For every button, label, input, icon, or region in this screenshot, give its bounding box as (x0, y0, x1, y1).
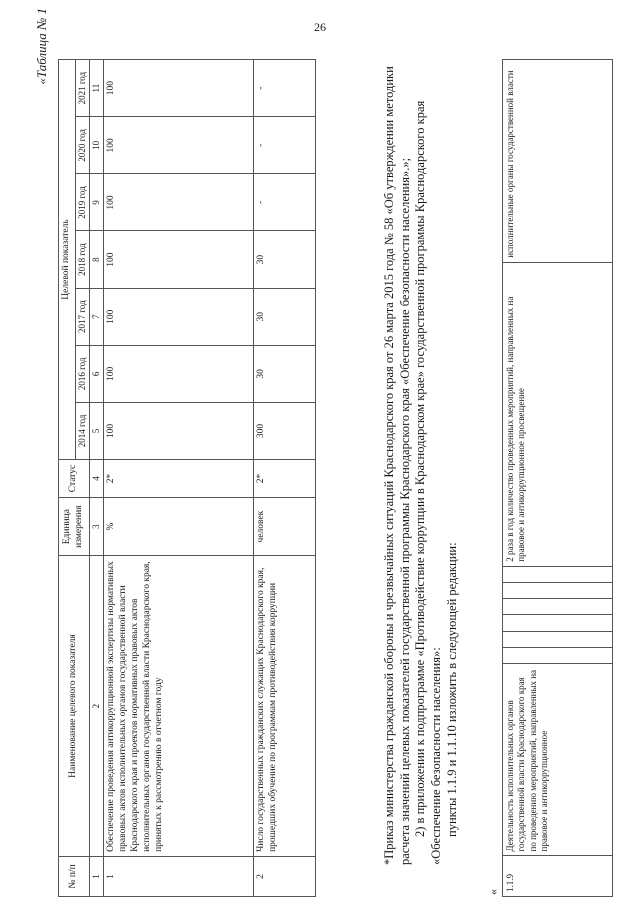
year-header: 2019 год (75, 174, 89, 231)
row-value: - (254, 174, 316, 231)
sub-num: 1.1.9 (503, 856, 613, 897)
row-name: Число государственных гражданских служащих Краснодарского края, прошедших обучение по программам противодействия коррупции (254, 556, 316, 857)
row-num: 1 (104, 856, 254, 896)
notes-section (382, 35, 460, 865)
index-cell: 1 (90, 856, 104, 896)
row-value: 100 (104, 231, 254, 288)
subprogram-table (502, 59, 613, 897)
col-header-unit: Единица измерения (59, 498, 90, 556)
row-unit: % (104, 498, 254, 556)
year-header: 2020 год (75, 117, 89, 174)
table-row (503, 60, 613, 897)
row-num: 2 (254, 856, 316, 896)
row-value: 30 (254, 288, 316, 345)
index-cell: 6 (90, 345, 104, 402)
row-value: 100 (104, 60, 254, 117)
row-value: 100 (104, 117, 254, 174)
empty-cell (503, 631, 613, 647)
header-row (59, 60, 76, 897)
index-cell: 8 (90, 231, 104, 288)
row-value: 100 (104, 174, 254, 231)
paragraph-3: пункты 1.1.9 и 1.1.10 изложить в следующей редакции: (444, 542, 459, 837)
table-row (104, 60, 254, 897)
empty-cell (503, 615, 613, 631)
row-value: 300 (254, 402, 316, 459)
col-header-name: Наименование целевого показателя (59, 556, 90, 857)
row-name: Обеспечение проведения антикоррупционной экспертизы нормативных правовых актов исполнительных органов государственной власти Краснодарского края и проектов нормативных правовых актов исполнительных органов государственной власти Краснодарского края, принятых к рассмотрению в отчетном году (104, 556, 254, 857)
col-header-status: Статус (59, 460, 90, 498)
sub-name: Деятельность исполнительных органов государственной власти Краснодарского края по проведению мероприятий, направленных на правовое и антикоррупционное (503, 663, 613, 856)
index-cell: 11 (90, 60, 104, 117)
col-header-target: Целевой показатель (59, 60, 76, 460)
year-header: 2017 год (75, 288, 89, 345)
year-header: 2014 год (75, 402, 89, 459)
quote-mark: « (486, 889, 500, 895)
row-value: 100 (104, 345, 254, 402)
row-value: 100 (104, 402, 254, 459)
table-label: «Таблица № 1 (34, 8, 49, 85)
year-header: 2018 год (75, 231, 89, 288)
row-value: - (254, 117, 316, 174)
empty-cell (503, 647, 613, 663)
column-index-row (90, 60, 104, 897)
index-cell: 2 (90, 556, 104, 857)
index-cell: 5 (90, 402, 104, 459)
row-value: 30 (254, 231, 316, 288)
year-header: 2021 год (75, 60, 89, 117)
empty-cell (503, 566, 613, 582)
index-cell: 9 (90, 174, 104, 231)
paragraph-2: 2) в приложении к подпрограмме «Противодействие коррупции в Краснодарском крае» государственной программы Краснодарского края «Обеспечение безопасности населения»: (413, 100, 443, 865)
footnote: *Приказ министерства гражданской обороны и чрезвычайных ситуаций Краснодарского края от 26 марта 2015 года № 58 «Об утверждении методики расчета значений целевых показателей государственной программы Краснодарского края «Обеспечение безопасности населения».»; (382, 66, 412, 865)
index-cell: 7 (90, 288, 104, 345)
index-cell: 4 (90, 460, 104, 498)
index-cell: 3 (90, 498, 104, 556)
year-header: 2016 год (75, 345, 89, 402)
indicators-table (58, 59, 316, 897)
index-cell: 10 (90, 117, 104, 174)
page-number: 26 (314, 20, 326, 34)
table-row (254, 60, 316, 897)
row-status: 2* (254, 460, 316, 498)
empty-cell (503, 599, 613, 615)
sub-executor: исполнительные органы государственной власти (503, 60, 613, 263)
row-status: 2* (104, 460, 254, 498)
col-header-num: № п/п (59, 856, 90, 896)
row-value: 30 (254, 345, 316, 402)
row-value: 100 (104, 288, 254, 345)
empty-cell (503, 582, 613, 598)
sub-measure: 2 раза в год количество проведенных мероприятий, направленных на правовое и антикоррупционное просвещение (503, 262, 613, 566)
row-value: - (254, 60, 316, 117)
row-unit: человек (254, 498, 316, 556)
